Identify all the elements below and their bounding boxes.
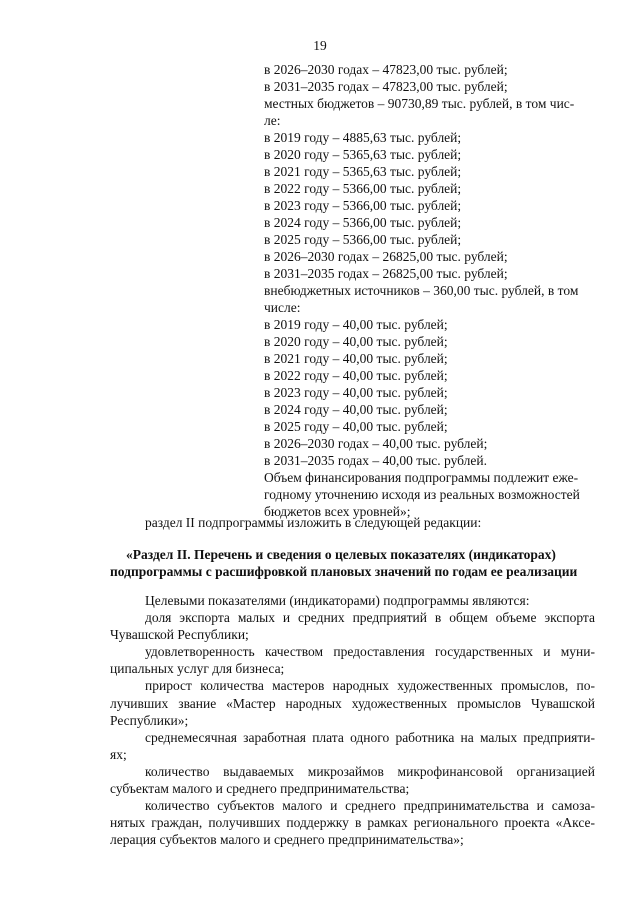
funding-line: в 2024 году – 40,00 тыс. рублей; — [264, 402, 448, 417]
paragraph-line: среднемесячная заработная плата одного работника на малых предприяти- — [145, 729, 595, 745]
funding-line: годному уточнению исходя из реальных возможностей — [264, 487, 580, 502]
funding-line: в 2021 году – 40,00 тыс. рублей; — [264, 351, 448, 366]
funding-line: в 2026–2030 годах – 26825,00 тыс. рублей; — [264, 249, 508, 264]
paragraph-line: количество субъектов малого и среднего предпринимательства и самоза- — [145, 798, 595, 814]
paragraph-line: лерация субъектов малого и среднего предпринимательства»; — [110, 832, 464, 848]
funding-line: в 2023 году – 5366,00 тыс. рублей; — [264, 198, 462, 213]
paragraph-line: доля экспорта малых и средних предприятий в общем объеме экспорта — [145, 610, 595, 626]
paragraph-line: ях; — [110, 746, 127, 762]
funding-line: числе: — [264, 300, 301, 315]
paragraph-line: прирост количества мастеров народных художественных промыслов, по- — [145, 678, 595, 694]
funding-line: в 2031–2035 годах – 40,00 тыс. рублей. — [264, 453, 488, 468]
paragraph-line: Целевыми показателями (индикаторами) подпрограммы являются: — [145, 593, 530, 608]
funding-line: в 2024 году – 5366,00 тыс. рублей; — [264, 215, 462, 230]
page-number: 19 — [313, 38, 327, 53]
funding-line: в 2020 году – 5365,63 тыс. рублей; — [264, 147, 462, 162]
funding-line: в 2025 году – 5366,00 тыс. рублей; — [264, 232, 462, 247]
funding-line: местных бюджетов – 90730,89 тыс. рублей, в том чис- — [264, 96, 575, 111]
funding-line: в 2022 году – 40,00 тыс. рублей; — [264, 368, 448, 383]
paragraph-line: удовлетворенность качеством предоставления государственных и муни- — [145, 644, 595, 660]
paragraph — [110, 729, 595, 763]
funding-line: в 2022 году – 5366,00 тыс. рублей; — [264, 181, 462, 196]
paragraph-line: лучивших звание «Мастер народных художественных промыслов Чувашской — [110, 695, 595, 711]
indicators-text — [110, 592, 595, 848]
paragraph — [110, 609, 595, 643]
paragraph-line: Чувашской Республики; — [110, 627, 249, 643]
section-heading-line: «Раздел II. Перечень и сведения о целевых показателях (индикаторах) — [126, 547, 556, 562]
paragraph-line: нятых граждан, получивших поддержку в рамках регионального проекта «Аксе- — [110, 815, 595, 831]
funding-line: в 2023 году – 40,00 тыс. рублей; — [264, 385, 448, 400]
paragraph — [110, 592, 595, 609]
section-heading — [110, 546, 578, 580]
funding-line: в 2026–2030 годах – 47823,00 тыс. рублей; — [264, 62, 508, 77]
funding-details-column — [264, 61, 594, 520]
funding-line: ле: — [264, 113, 281, 128]
paragraph-line: ципальных услуг для бизнеса; — [110, 661, 285, 677]
paragraph-line: количество выдаваемых микрозаймов микрофинансовой организацией — [145, 763, 595, 779]
paragraph-line: субъектам малого и среднего предпринимательства; — [110, 781, 410, 797]
funding-line: в 2021 году – 5365,63 тыс. рублей; — [264, 164, 462, 179]
paragraph — [110, 643, 595, 677]
funding-line: бюджетов всех уровней»; — [264, 504, 411, 519]
funding-line: в 2025 году – 40,00 тыс. рублей; — [264, 419, 448, 434]
paragraph — [110, 677, 595, 728]
section-heading-line: подпрограммы с расшифровкой плановых значений по годам ее реализации — [110, 564, 578, 579]
paragraph — [110, 763, 595, 797]
funding-line: внебюджетных источников – 360,00 тыс. рублей, в том — [264, 283, 579, 298]
paragraph — [110, 797, 595, 848]
funding-line: в 2019 году – 4885,63 тыс. рублей; — [264, 130, 462, 145]
funding-line: в 2031–2035 годах – 26825,00 тыс. рублей; — [264, 266, 508, 281]
funding-line: в 2031–2035 годах – 47823,00 тыс. рублей; — [264, 79, 508, 94]
funding-line: в 2019 году – 40,00 тыс. рублей; — [264, 317, 448, 332]
funding-line: Объем финансирования подпрограммы подлежит еже- — [264, 470, 579, 485]
funding-line: в 2020 году – 40,00 тыс. рублей; — [264, 334, 448, 349]
section-intro-text: раздел II подпрограммы изложить в следующей редакции: — [145, 515, 482, 530]
funding-line: в 2026–2030 годах – 40,00 тыс. рублей; — [264, 436, 488, 451]
paragraph-line: Республики»; — [110, 712, 189, 728]
